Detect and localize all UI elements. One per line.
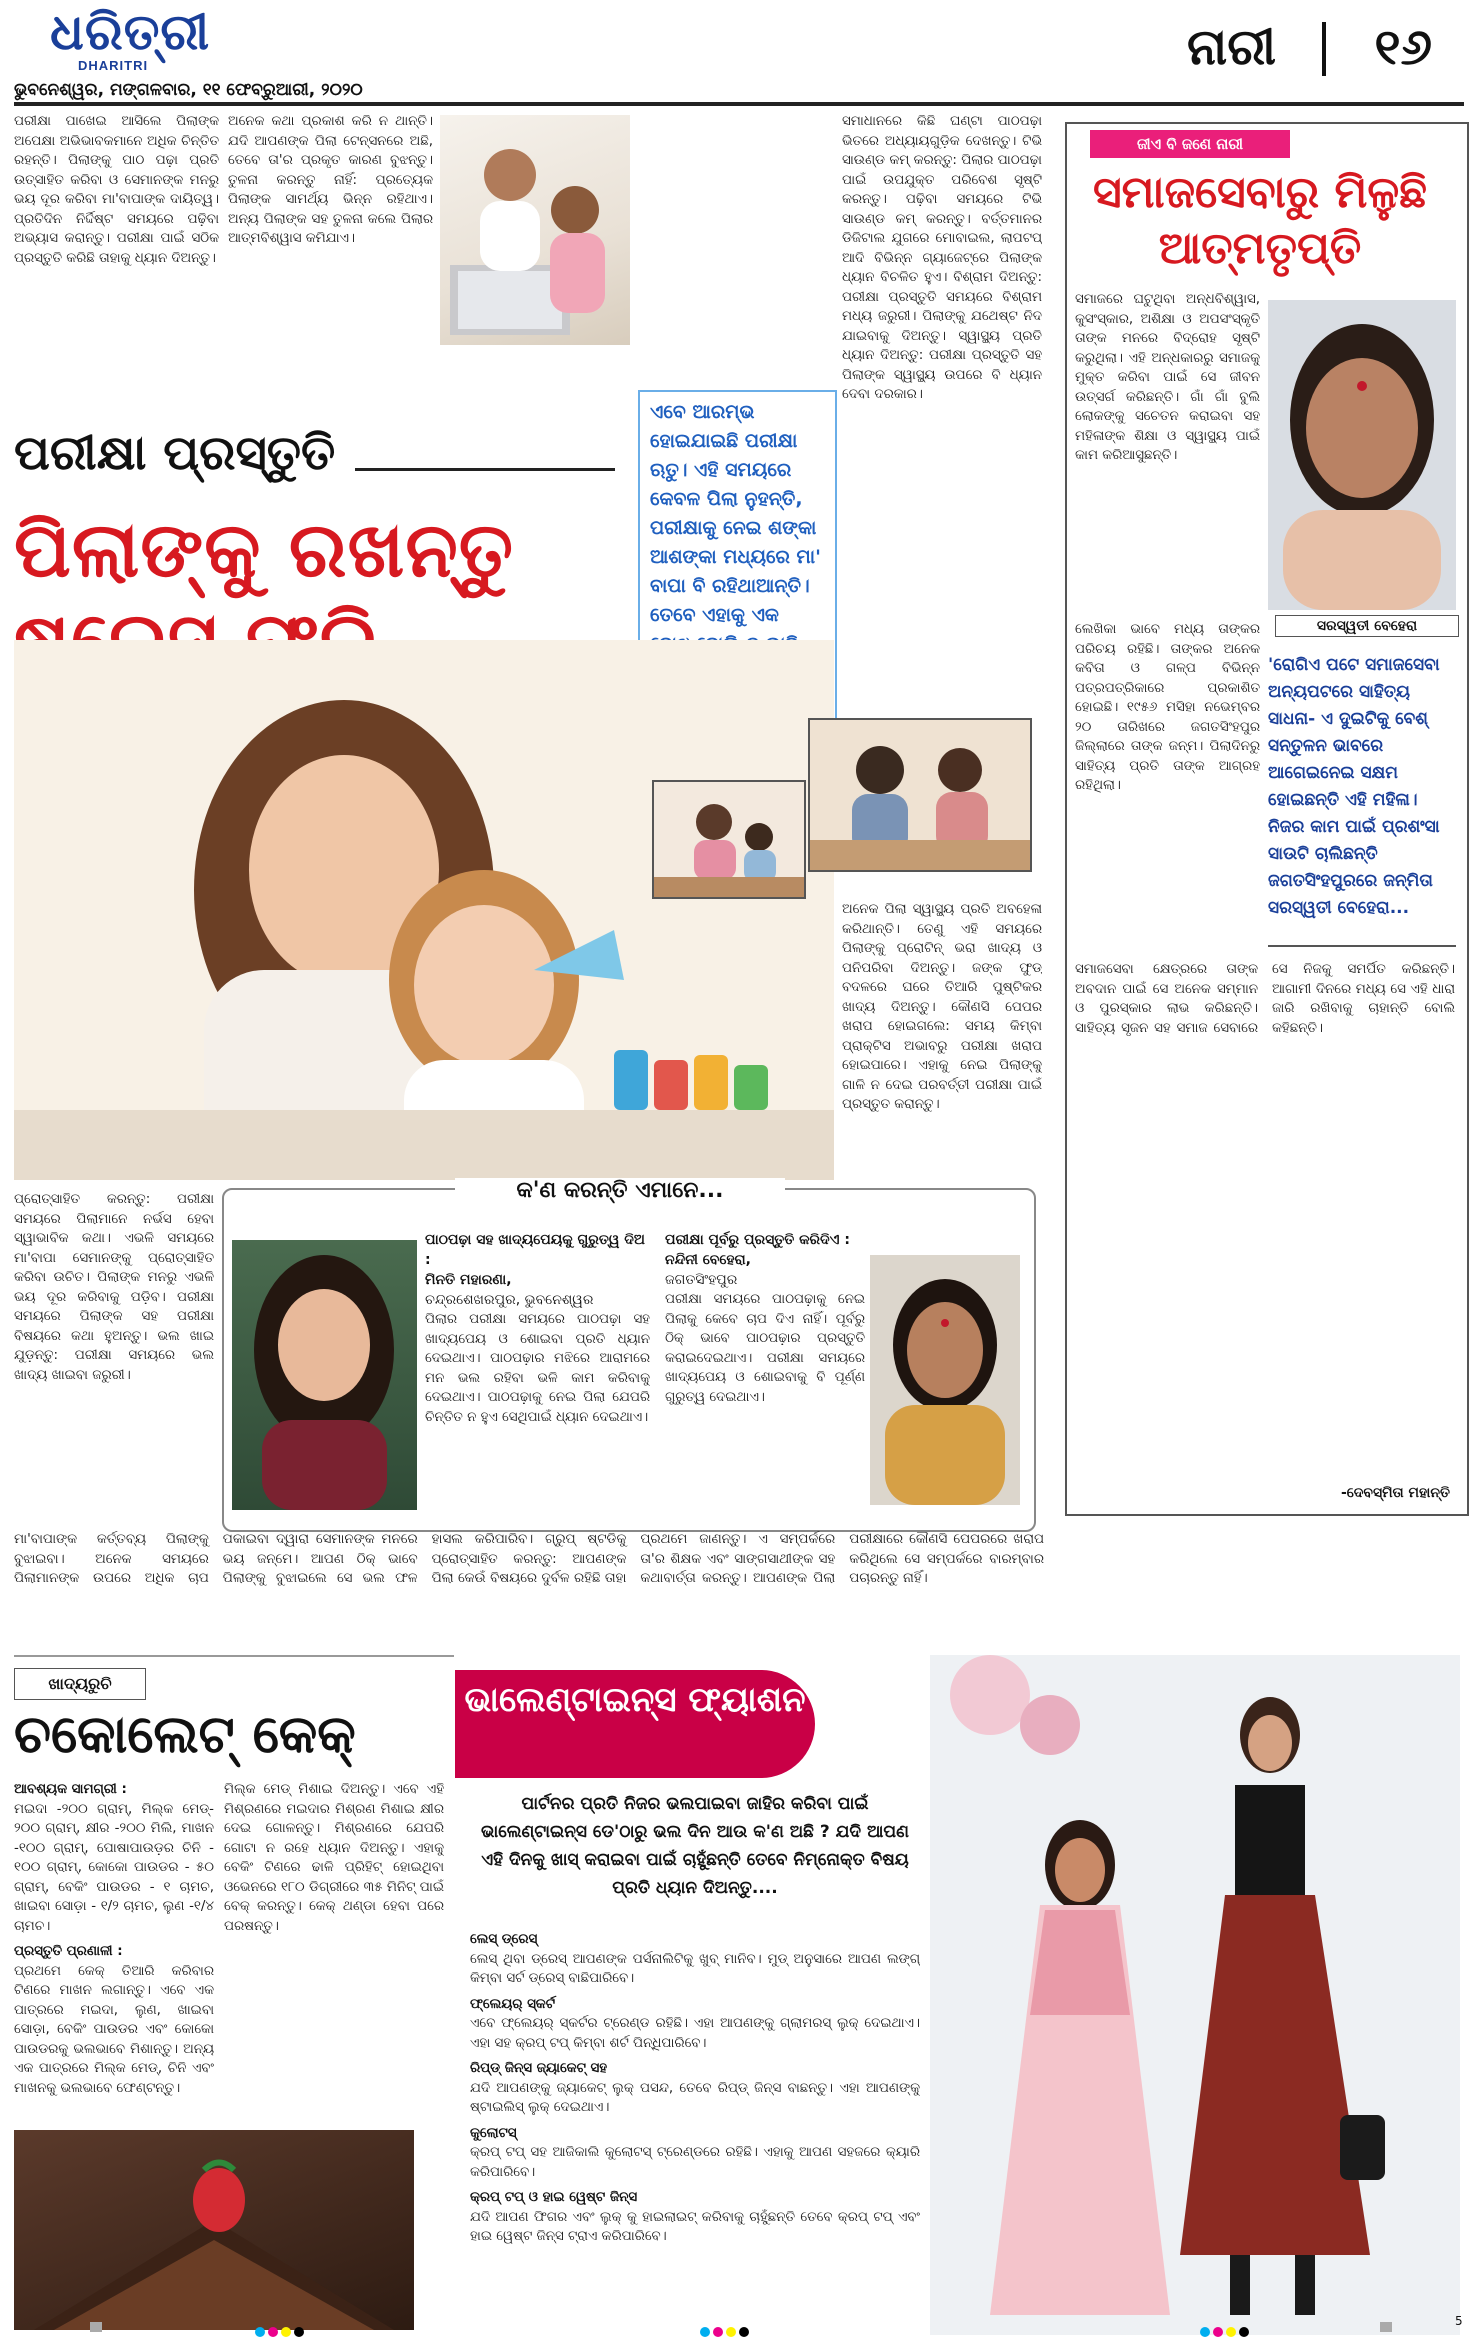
magenta-dot (713, 2327, 723, 2337)
photo-mother-daughter-laptop (440, 115, 630, 345)
header-rule (14, 102, 1464, 106)
page-number: ୧୬ (1374, 18, 1432, 76)
reg-dots (700, 2322, 752, 2341)
ingredients-text: ମଇଦା -୨୦୦ ଗ୍ରାମ୍, ମିଲ୍କ ମେଡ୍- ୨୦୦ ଗ୍ରାମ୍, କ୍ଷୀର -୨୦୦ ମିଲି, ମାଖନ -୧୦୦ ଗ୍ରାମ୍, ପୋଷାପାଉଡ଼ର ଚିନି - ୧୦୦ ଗ୍ରାମ୍, କୋକୋ ପାଉଡର - ୫୦ ଗ୍ରାମ୍, ବେକିଂ ପାଉଡର - ୧ ଚାମଚ, ଖାଇବା ସୋଡ଼ା - ୧/୨ ଚାମଚ, ଲୁଣ -୧/୪ ଚାମଚ। (14, 1801, 214, 1934)
fashion-item-text: ଲେସ୍ ଥିବା ଡ୍ରେସ୍ ଆପଣଙ୍କ ପର୍ସନାଲିଟିକୁ ଖୁବ୍ ମାନିବ। ମୁଡ୍ ଅନୁସାରେ ଆପଣ ଲଙ୍ଗ୍ କିମ୍ବା ସର୍ଟ ଡ୍ରେସ୍ ବାଛିପାରିବେ। (470, 1951, 920, 1986)
reg-block (1380, 2322, 1392, 2332)
method-text: ପ୍ରଥମେ କେକ୍ ତିଆରି କରିବାର ଟିଣରେ ମାଖନ ଲଗାନ୍ତୁ। ଏବେ ଏକ ପାତ୍ରରେ ମଇଦା, ଲୁଣ, ଖାଇବା ସୋଡ଼ା, ବେକିଂ ପାଉଡର ଏବଂ କୋକୋ ପାଉଡରକୁ ଭଲଭାବେ ମିଶାନ୍ତୁ। ଅନ୍ୟ ଏକ ପାତ୍ରରେ ମିଲ୍କ ମେଡ୍, ଚିନି ଏବଂ ମାଖନକୁ ଭଲଭାବେ ଫେଣ୍ଟନ୍ତୁ। (14, 1963, 214, 2096)
photo-child-study (652, 780, 806, 899)
reg-block (90, 2322, 102, 2332)
quote-rule (1268, 945, 1456, 947)
photo-expert-2 (870, 1255, 1020, 1505)
magenta-dot (1213, 2327, 1223, 2337)
photo-mother-daughter-painting (14, 640, 834, 1180)
fashion-item-head: ଫ୍ଲେୟର୍ ସ୍କର୍ଟ (470, 1996, 555, 2012)
fashion-item (470, 2059, 920, 2118)
exam-col3: ସମାଧାନରେ କିଛି ଘଣ୍ଟା ପାଠପଢ଼ା ଭିତରେ ଅଧ୍ୟାୟଗୁଡ଼ିକ ଦେଖନ୍ତୁ। ଟିଭି ସାଉଣ୍ଡ କମ୍ କରନ୍ତୁ: ପିଲାର ପାଠପଢ଼ା ପାଇଁ ଉପଯୁକ୍ତ ପରିବେଶ ସୃଷ୍ଟି କରନ୍ତୁ। ପଢ଼ିବା ସମୟରେ ଟିଭି ସାଉଣ୍ଡ କମ୍ କରନ୍ତୁ। ବର୍ତ୍ତମାନର ଡିଜିଟାଲ ଯୁଗରେ ମୋବାଇଲ, ଲାପଟପ୍ ଆଦି ବିଭିନ୍ନ ଗ୍ୟାଜେଟ୍‌ରେ ପିଲାଙ୍କ ଧ୍ୟାନ ବିଚଳିତ ହୁଏ। ବିଶ୍ରାମ ଦିଅନ୍ତୁ: ପରୀକ୍ଷା ପ୍ରସ୍ତୁତି ସମୟରେ ବିଶ୍ରାମ ମଧ୍ୟ ଜରୁରୀ। ପିଲାଙ୍କୁ ଯଥେଷ୍ଟ ନିଦ ଯାଇବାକୁ ଦିଅନ୍ତୁ। ସ୍ୱାସ୍ଥ୍ୟ ପ୍ରତି ଧ୍ୟାନ ଦିଅନ୍ତୁ: ପରୀକ୍ଷା ପ୍ରସ୍ତୁତି ସହ ପିଲାଙ୍କ ସ୍ୱାସ୍ଥ୍ୟ ଉପରେ ବି ଧ୍ୟାନ ଦେବା ଦରକାର। (842, 114, 1042, 402)
recipe-tag: ଖାଦ୍ୟରୁଚି (14, 1668, 146, 1700)
byline: -ଦେବସ୍ମିତା ମହାନ୍ତି (1340, 1485, 1450, 1501)
expert1-block (425, 1230, 650, 1540)
recipe-col1 (14, 1780, 214, 2132)
expert2-place: ଜଗତସିଂହପୁର (665, 1272, 738, 1288)
magenta-dot (268, 2327, 278, 2337)
cyan-dot (1200, 2327, 1210, 2337)
logo-text: ଧରିତ୍ରୀ (50, 2, 211, 61)
ingredients-head: ଆବଶ୍ୟକ ସାମଗ୍ରୀ : (14, 1782, 127, 1797)
fashion-item-head: ରିପ୍ଡ୍ ଜିନ୍ସ ଜ୍ୟାକେଟ୍ ସହ (470, 2061, 608, 2076)
black-dot (294, 2327, 304, 2337)
exam-col1-top: ପରୀକ୍ଷା ପାଖେଇ ଆସିଲେ ପିଲାଙ୍କ ଅପେକ୍ଷା ଅଭିଭାବକମାନେ ଅଧିକ ଚିନ୍ତିତ ରହନ୍ତି। ପିଲାଙ୍କୁ ପାଠ ପଢ଼ା ପ୍ରତି ଉତ୍ସାହିତ କରିବା ଓ ସେମାନଙ୍କ ମନରୁ ଭୟ ଦୂର କରିବା ମା'ବାପାଙ୍କ ଦାୟିତ୍ୱ। ପ୍ରତିଦିନ ନିର୍ଦ୍ଦିଷ୍ଟ ସମୟରେ ପଢ଼ିବା ଅଭ୍ୟାସ କରାନ୍ତୁ। ପରୀକ୍ଷା ପାଇଁ ସଠିକ ପ୍ରସ୍ତୁତି କରିଛି ତାହାକୁ ଧ୍ୟାନ ଦିଅନ୍ତୁ। (14, 114, 219, 266)
black-dot (1239, 2327, 1249, 2337)
cyan-dot (255, 2327, 265, 2337)
fashion-item (470, 2188, 920, 2247)
social-quote: 'ରୋଗିଏ ପଟେ ସମାଜସେବା ଅନ୍ୟପଟରେ ସାହିତ୍ୟ ସାଧନା- ଏ ଦୁଇଟିକୁ ବେଶ୍ ସନ୍ତୁଳନ ଭାବରେ ଆଗେଇନେଇ ସକ୍ଷମ ହୋଇଛନ୍ତି ଏହି ମହିଳା। ନିଜର କାମ ପାଇଁ ପ୍ରଶଂସା ସାଉଟି ଚାଲିଛନ୍ତି ଜଗତସିଂହପୁରରେ ଜନ୍ମିତା ସରସ୍ୱତୀ ବେହେରା... (1268, 655, 1440, 918)
yellow-dot (281, 2327, 291, 2337)
fashion-banner (455, 1670, 815, 1778)
recipe-col2: ମିଲ୍କ ମେଡ୍ ମିଶାଇ ଦିଅନ୍ତୁ। ଏବେ ଏହି ମିଶ୍ରଣରେ ମଇଦାର ମିଶ୍ରଣ ମିଶାଇ କ୍ଷୀର ଦେଇ ଗୋଳନ୍ତୁ। ମିଶ୍ରଣରେ ଯେପରି ଗୋଟା ନ ରହେ ଧ୍ୟାନ ଦିଅନ୍ତୁ। ଏହାକୁ ବେକିଂ ଟିଣରେ ଢାଳି ପ୍ରିହିଟ୍ ହୋଇଥିବା ଓଭେନରେ ୧୮୦ ଡିଗ୍ରୀରେ ୩୫ ମିନିଟ୍ ପାଇଁ ବେକ୍ କରନ୍ତୁ। କେକ୍ ଥଣ୍ଡା ହେବା ପରେ ପରଷନ୍ତୁ। (224, 1782, 444, 1934)
fashion-items (470, 1930, 920, 2247)
expert1-place: ଚନ୍ଦ୍ରଶେଖରପୁର, ଭୁବନେଶ୍ୱର (425, 1292, 594, 1308)
exam-blurb: ଏବେ ଆରମ୍ଭ ହୋଇଯାଇଛି ପରୀକ୍ଷା ଋତୁ। ଏହି ସମୟରେ କେବଳ ପିଲା ନୁହନ୍ତି, ପରୀକ୍ଷାକୁ ନେଇ ଶଙ୍କା ଆଶଙ୍କା ମଧ୍ୟରେ ମା' ବାପା ବି ରହିଥାଆନ୍ତି। ତେବେ ଏହାକୁ ଏକ (650, 401, 821, 626)
footer-registration (0, 2314, 1476, 2336)
reg-dots (1200, 2322, 1252, 2341)
exam-kicker: ପରୀକ୍ଷା ପ୍ରସ୍ତୁତି (14, 425, 336, 481)
social-headline: ସମାଜସେବାରୁ ମିଳୁଛି ଆତ୍ମତୃପ୍ତି (1092, 167, 1428, 274)
expert2-block (665, 1230, 865, 1520)
page-separator (1322, 22, 1326, 76)
fashion-item (470, 2124, 920, 2183)
photo-boy-mother (808, 718, 1032, 872)
expert2-text: ପରୀକ୍ଷା ସମୟରେ ପାଠପଢ଼ାକୁ ନେଇ ପିଲାକୁ କେବେ ଚାପ ଦିଏ ନାହିଁ। ପୂର୍ବରୁ ଠିକ୍ ଭାବେ ପାଠପଢ଼ାର ପ୍ରସ୍ତୁତି କରାଇଦେଇଥାଏ। ପରୀକ୍ଷା ସମୟରେ ଖାଦ୍ୟପେୟ ଓ ଶୋଇବାକୁ ବି ପୂର୍ଣ୍ଣ ଗୁରୁତ୍ୱ ଦେଇଥାଏ। (665, 1292, 865, 1405)
logo-subtext: DHARITRI (78, 58, 149, 73)
page-tag: 5 (1455, 2314, 1463, 2328)
method-head: ପ୍ରସ୍ତୁତି ପ୍ରଣାଳୀ : (14, 1944, 123, 1959)
fashion-item (470, 1930, 920, 1989)
section-name: ନାରୀ (1187, 18, 1276, 76)
fashion-item-text: ଯଦି ଆପଣଙ୍କୁ ଜ୍ୟାକେଟ୍ ଲୁକ୍ ପସନ୍ଦ, ତେବେ ରିପ୍ଡ୍ ଜିନ୍ସ ବାଛନ୍ତୁ। ଏହା ଆପଣଙ୍କୁ ଷ୍ଟାଇଲିସ୍ ଲୁକ୍ ଦେଇଥାଏ। (470, 2080, 920, 2115)
fashion-item-head: ଲେସ୍ ଡ୍ରେସ୍ (470, 1932, 538, 1947)
exam-col2-top: ଅନେକ କଥା ପ୍ରକାଶ କରି ନ ଥାନ୍ତି। ଯଦି ଆପଣଙ୍କ ପିଲା ଟେନ୍‌ସନରେ ଅଛି, ତେବେ ତା'ର ପ୍ରକୃତ କାରଣ ବୁଝନ୍ତୁ। ତୁଳନା କରନ୍ତୁ ନାହିଁ: ପ୍ରତ୍ୟେକ ପିଲାଙ୍କ ସାମର୍ଥ୍ୟ ଭିନ୍ନ ରହିଥାଏ। ଅନ୍ୟ ପିଲାଙ୍କ ସହ ତୁଳନା କଲେ ପିଲାର ଆତ୍ମବିଶ୍ୱାସ କମିଯାଏ। (228, 114, 433, 246)
fashion-intro: ପାର୍ଟନର ପ୍ରତି ନିଜର ଭଲପାଇବା ଜାହିର କରିବା ପାଇଁ ଭାଲେଣ୍ଟାଇନ୍ସ ଡେ'ଠାରୁ ଭଲ ଦିନ ଆଉ କ'ଣ ଅଛି ? ଯଦି ଆପଣ ଏହି ଦିନକୁ ଖାସ୍ କରାଇବା ପାଇଁ ଚାହୁଁଛନ୍ତି ତେବେ ନିମ୍ନୋକ୍ତ ବିଷୟ ପ୍ରତି ଧ୍ୟାନ ଦିଅନ୍ତୁ.... (480, 1794, 910, 1898)
exam-headline: ପିଲାଙ୍କୁ ରଖନ୍ତୁ (14, 505, 514, 594)
fashion-title: ଭାଲେଣ୍ଟାଇନ୍ସ ଫ୍ୟାଶନ (464, 1680, 806, 1720)
series-tag: ଜୀଏ ବି ଜଣେ ନାରୀ (1090, 130, 1290, 158)
yellow-dot (1226, 2327, 1236, 2337)
expert1-name: ମିନତି ମହାରଣା, (425, 1272, 512, 1288)
dateline: ଭୁବନେଶ୍ୱର, ମଙ୍ଗଳବାର, ୧୧ ଫେବ୍ରୁଆରୀ, ୨୦୨୦ (14, 80, 363, 100)
experts-title: କ'ଣ କରନ୍ତି ଏମାନେ... (455, 1178, 785, 1208)
recipe-rule (14, 1655, 454, 1657)
exam-lower-text: ମା'ବାପାଙ୍କ କର୍ତ୍ତବ୍ୟ ପିଲାଙ୍କୁ ବୁଝାଇବା। ଅନେକ ସମୟରେ ପିଲାମାନଙ୍କ ଉପରେ ଅଧିକ ଚାପ ପକାଇବା ଦ୍ୱାରା ସେମାନଙ୍କ ମନରେ ଭୟ ଜନ୍ମେ। ଆପଣ ଠିକ୍ ଭାବେ ପିଲାଙ୍କୁ ବୁଝାଇଲେ ସେ ଭଲ ଫଳ ହାସଲ କରିପାରିବ। ଗ୍ରୁପ୍ ଷ୍ଟଡିକୁ ପ୍ରୋତ୍ସାହିତ କରନ୍ତୁ: ଆପଣଙ୍କ ପିଲା କେଉଁ ବିଷୟରେ ଦୁର୍ବଳ ରହିଛି ତାହା ପ୍ରଥମେ ଜାଣନ୍ତୁ। ଏ ସମ୍ପର୍କରେ ତା'ର ଶିକ୍ଷକ ଏବଂ ସାଙ୍ଗସାଥୀଙ୍କ ସହ କଥାବାର୍ତ୍ତା କରନ୍ତୁ। ଆପଣଙ୍କ ପିଲା ପରୀକ୍ଷାରେ କୌଣସି ପେପରରେ ଖରାପ କରିଥିଲେ ସେ ସମ୍ପର୍କରେ ବାରମ୍ବାର ପଚାରନ୍ତୁ ନାହିଁ। (14, 1532, 1044, 1586)
yellow-dot (726, 2327, 736, 2337)
photo-expert-1 (232, 1240, 417, 1510)
cyan-dot (700, 2327, 710, 2337)
fashion-item-head: କ୍ରପ୍ ଟପ୍ ଓ ହାଇ ୱେଷ୍ଟ ଜିନ୍ସ (470, 2190, 638, 2205)
kicker-rule (355, 468, 615, 471)
reg-dots (255, 2322, 307, 2341)
exam-col1-bottom: ପ୍ରୋତ୍ସାହିତ କରନ୍ତୁ: ପରୀକ୍ଷା ସମୟରେ ପିଲାମାନେ ନର୍ଭସ ହେବା ସ୍ୱାଭାବିକ କଥା। ଏଭଳି ସମୟରେ ମା'ବାପା ସେମାନଙ୍କୁ ପ୍ରୋତ୍ସାହିତ କରିବା ଉଚିତ। ପିଲାଙ୍କ ମନରୁ ଏଭଳି ଭୟ ଦୂର କରିବାକୁ ପଡ଼ିବ। ପରୀକ୍ଷା ସମୟରେ ପିଲାଙ୍କ ସହ ପରୀକ୍ଷା ବିଷୟରେ କଥା ହୁଅନ୍ତୁ। ଭଲ ଖାଇ ଯୁଡ଼ନ୍ତୁ: ପରୀକ୍ଷା ସମୟରେ ଭଲ ଖାଦ୍ୟ ଖାଇବା ଜରୁରୀ। (14, 1192, 214, 1383)
fashion-item-text: ଏବେ ଫ୍ଲେୟର୍ ସ୍କର୍ଟର ଟ୍ରେଣ୍ଡ ରହିଛି। ଏହା ଆପଣଙ୍କୁ ଗ୍ଲାମରସ୍ ଲୁକ୍ ଦେଇଥାଏ। ଏହା ସହ କ୍ରପ୍ ଟପ୍ କିମ୍ବା ଶର୍ଟ ପିନ୍ଧିପାରିବେ। (470, 2016, 920, 2051)
exam-col3-lower: ଅନେକ ପିଲା ସ୍ୱାସ୍ଥ୍ୟ ପ୍ରତି ଅବହେଳା କରିଥାନ୍ତି। ତେଣୁ ଏହି ସମୟରେ ପିଲାଙ୍କୁ ପ୍ରୋଟିନ୍ ଭରା ଖାଦ୍ୟ ଓ ପନିପରିବା ଦିଅନ୍ତୁ। ଜଙ୍କ ଫୁଡ୍ ବଦଳରେ ଘରେ ତିଆରି ପୁଷ୍ଟିକର ଖାଦ୍ୟ ଦିଅନ୍ତୁ। କୌଣସି ପେପର ଖରାପ ହୋଇଗଲେ: ସମୟ କିମ୍ବା ପ୍ରାକ୍ଟିସ ଅଭାବରୁ ପରୀକ୍ଷା ଖରାପ ହୋଇପାରେ। ଏହାକୁ ନେଇ ପିଲାଙ୍କୁ ଗାଳି ନ ଦେଇ ପରବର୍ତ୍ତୀ ପରୀକ୍ଷା ପାଇଁ ପ୍ରସ୍ତୁତ କରାନ୍ତୁ। (842, 902, 1042, 1112)
expert2-quote: ପରୀକ୍ଷା ପୂର୍ବରୁ ପ୍ରସ୍ତୁତି କରିଦିଏ : (665, 1232, 850, 1248)
social-text-bottom: ସମାଜସେବା କ୍ଷେତ୍ରରେ ତାଙ୍କ ଅବଦାନ ପାଇଁ ସେ ଅନେକ ସମ୍ମାନ ଓ ପୁରସ୍କାର ଲାଭ କରିଛନ୍ତି। ସାହିତ୍ୟ ସୃଜନ ସହ ସମାଜ ସେବାରେ ସେ ନିଜକୁ ସମର୍ପିତ କରିଛନ୍ତି। ଆଗାମୀ ଦିନରେ ମଧ୍ୟ ସେ ଏହି ଧାରା ଜାରି ରଖିବାକୁ ଚାହାନ୍ତି ବୋଲି କହିଛନ୍ତି। (1075, 962, 1455, 1036)
recipe-title: ଚକୋଲେଟ୍ କେକ୍ (14, 1705, 356, 1765)
photo-caption: ସରସ୍ୱତୀ ବେହେରା (1275, 615, 1459, 637)
fashion-item (470, 1995, 920, 2054)
fashion-item-head: କୁଲୋଟସ୍ (470, 2125, 517, 2141)
photo-saraswati (1268, 300, 1456, 610)
social-text-top: ସମାଜରେ ଘଟୁଥିବା ଅନ୍ଧବିଶ୍ୱାସ, କୁସଂସ୍କାର, ଅଶିକ୍ଷା ଓ ଅପସଂସ୍କୃତି ତାଙ୍କ ମନରେ ବିଦ୍ରୋହ ସୃଷ୍ଟି କରୁଥିଲା। ଏହି ଅନ୍ଧକାରରୁ ସମାଜକୁ ମୁକ୍ତ କରିବା ପାଇଁ ସେ ଜୀବନ ଉତ୍ସର୍ଗ କରିଛନ୍ତି। ଗାଁ ଗାଁ ବୁଲି ଲୋକଙ୍କୁ ସଚେତନ କରାଇବା ସହ ମହିଳାଙ୍କ ଶିକ୍ଷା ଓ ସ୍ୱାସ୍ଥ୍ୟ ପାଇଁ କାମ କରିଆସୁଛନ୍ତି। (1075, 292, 1260, 463)
masthead-logo (50, 2, 220, 76)
photo-fashion-models (930, 1655, 1460, 2335)
expert1-text: ପିଲାର ପରୀକ୍ଷା ସମୟରେ ପାଠପଢ଼ା ସହ ଖାଦ୍ୟପେୟ ଓ ଶୋଇବା ପ୍ରତି ଧ୍ୟାନ ଦେଇଥାଏ। ପାଠପଢ଼ାର ମଝିରେ ଆରାମରେ ମନ ଭଲ ରହିବା ଭଳି କାମ କରିବାକୁ ଦେଇଥାଏ। ପାଠପଢ଼ାକୁ ନେଇ ପିଲା ଯେପରି ଚିନ୍ତିତ ନ ହୁଏ ସେଥିପାଇଁ ଧ୍ୟାନ ଦେଇଥାଏ। (425, 1312, 650, 1425)
photo-chocolate-cake (14, 2130, 414, 2330)
fashion-item-text: କ୍ରପ୍ ଟପ୍ ସହ ଆଜିକାଲି କୁଲୋଟସ୍ ଟ୍ରେଣ୍ଡରେ ରହିଛି। ଏହାକୁ ଆପଣ ସହଜରେ କ୍ୟାରି କରିପାରିବେ। (470, 2145, 920, 2180)
expert1-quote: ପାଠପଢ଼ା ସହ ଖାଦ୍ୟପେୟକୁ ଗୁରୁତ୍ୱ ଦିଅ : (425, 1232, 645, 1268)
expert2-name: ନନ୍ଦିନୀ ବେହେରା, (665, 1252, 751, 1268)
fashion-item-text: ଯଦି ଆପଣ ଫିଗର ଏବଂ ଲୁକ୍ କୁ ହାଇଲାଇଟ୍ କରିବାକୁ ଚାହୁଁଛନ୍ତି ତେବେ କ୍ରପ୍ ଟପ୍ ଏବଂ ହାଇ ୱେଷ୍ଟ ଜିନ୍ସ ଟ୍ରାଏ କରିପାରିବେ। (470, 2209, 920, 2244)
social-text-mid: ଲେଖିକା ଭାବେ ମଧ୍ୟ ତାଙ୍କର ପରିଚୟ ରହିଛି। ତାଙ୍କର ଅନେକ କବିତା ଓ ଗଳ୍ପ ବିଭିନ୍ନ ପତ୍ରପତ୍ରିକାରେ ପ୍ରକାଶିତ ହୋଇଛି। ୧୯୫୬ ମସିହା ନଭେମ୍ବର ୨୦ ତାରିଖରେ ଜଗତସିଂହପୁର ଜିଲ୍ଲାରେ ତାଙ୍କ ଜନ୍ମ। ପିଲାଦିନରୁ ସାହିତ୍ୟ ପ୍ରତି ତାଙ୍କ ଆଗ୍ରହ ରହିଥିଲା। (1075, 622, 1260, 793)
black-dot (739, 2327, 749, 2337)
